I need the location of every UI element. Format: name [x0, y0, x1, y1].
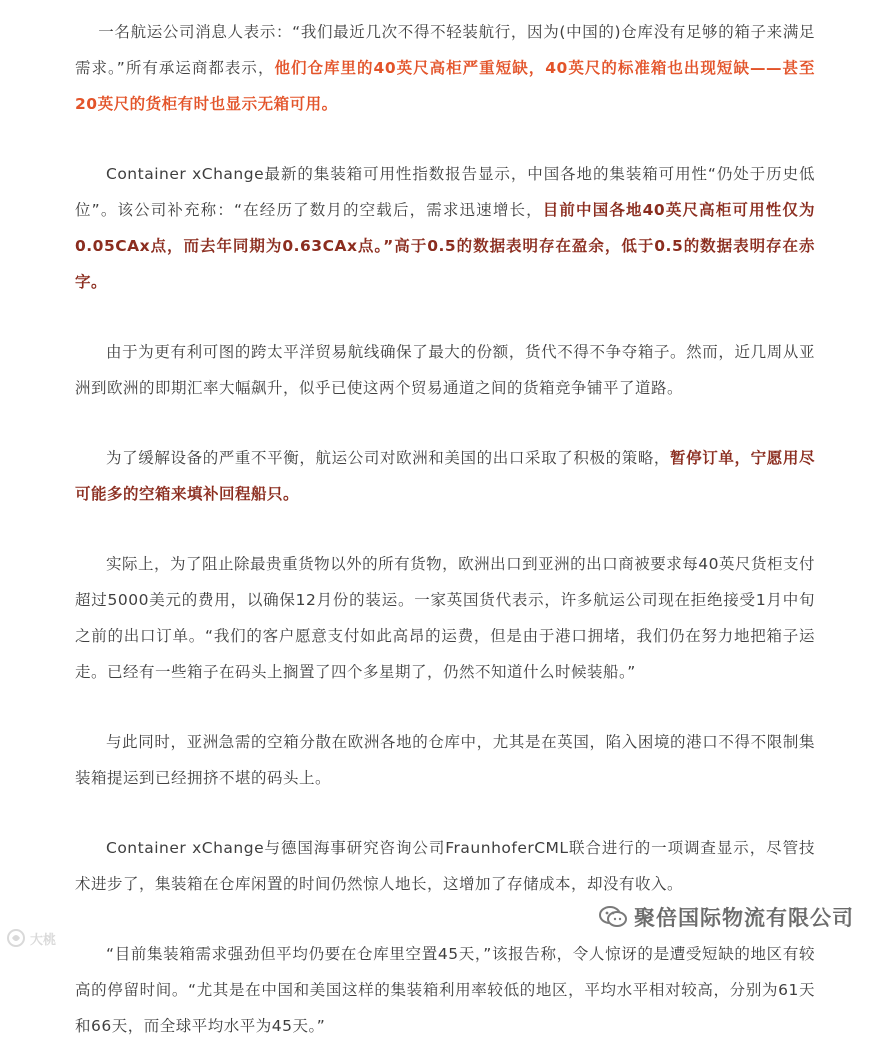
watermark-left — [6, 928, 56, 948]
paragraph-2-text: Container xChange最新的集装箱可用性指数报告显示，中国各地的集装箱可用性“仍处于历史低位”。该公司补充称：“在经历了数月的空载后，需求迅速增长， — [75, 165, 815, 219]
paragraph-2-highlight: 目前中国各地40英尺高柜可用性仅为0.05CAx点，而去年同期为0.63CAx点。”高于0.5的数据表明存在盈余，低于0.5的数据表明存在赤字。 — [75, 201, 816, 291]
paragraph-3: 由于为更有利可图的跨太平洋贸易航线确保了最大的份额，货代不得不争夺箱子。然而，近几周从亚洲到欧洲的即期汇率大幅飙升，似乎已使这两个贸易通道之间的货箱竞争铺平了道路。 — [75, 343, 815, 397]
paragraph-4 — [75, 440, 815, 512]
watermark-right — [598, 902, 854, 932]
paragraph-4-highlight: 暂停订单，宁愿用尽可能多的空箱来填补回程船只。 — [75, 449, 815, 503]
paragraph-7: Container xChange与德国海事研究咨询公司FraunhoferCML联合进行的一项调查显示，尽管技术进步了，集装箱在仓库闲置的时间仍然惊人地长，这增加了存储成本，却没有收入。 — [75, 839, 815, 893]
paragraph-4-text: 为了缓解设备的严重不平衡，航运公司对欧洲和美国的出口采取了积极的策略， — [106, 449, 671, 467]
watermark-right-text: 聚倍国际物流有限公司 — [634, 906, 854, 930]
paragraph-1-text: 一名航运公司消息人表示：“我们最近几次不得不轻装航行，因为(中国的)仓库没有足够的箱子来满足需求。”所有承运商都表示， — [75, 23, 815, 77]
paragraph-2 — [75, 156, 815, 300]
wechat-icon — [598, 904, 628, 930]
paragraph-8: “目前集装箱需求强劲但平均仍要在仓库里空置45天，”该报告称，令人惊讶的是遭受短缺的地区有较高的停留时间。“尤其是在中国和美国这样的集装箱利用率较低的地区，平均水平相对较高，分别为61天和66天，而全球平均水平为45天。” — [75, 945, 815, 1035]
paragraph-1-highlight: 他们仓库里的40英尺高柜严重短缺，40英尺的标准箱也出现短缺——甚至20英尺的货柜有时也显示无箱可用。 — [75, 59, 815, 113]
paragraph-6: 与此同时，亚洲急需的空箱分散在欧洲各地的仓库中，尤其是在英国，陷入困境的港口不得不限制集装箱提运到已经拥挤不堪的码头上。 — [75, 733, 815, 787]
paragraph-5: 实际上，为了阻止除最贵重货物以外的所有货物，欧洲出口到亚洲的出口商被要求每40英尺货柜支付超过5000美元的费用，以确保12月份的装运。一家英国货代表示，许多航运公司现在拒绝接受1月中旬之前的出口订单。“我们的客户愿意支付如此高昂的运费，但是由于港口拥堵，我们仍在努力地把箱子运走。已经有一些箱子在码头上搁置了四个多星期了，仍然不知道什么时候装船。” — [75, 555, 815, 681]
article-body — [75, 14, 815, 1044]
watermark-circle-icon — [6, 928, 26, 948]
paragraph-1 — [75, 14, 815, 122]
watermark-left-text: 大桃 — [30, 932, 57, 948]
